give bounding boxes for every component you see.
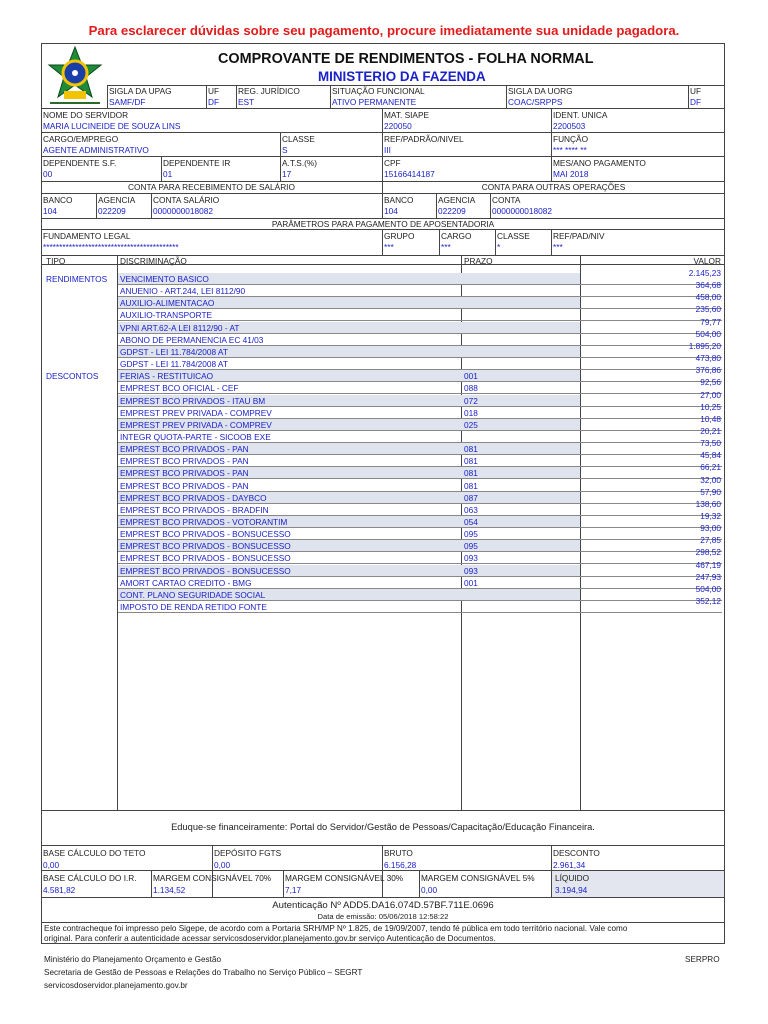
type-rendimentos: RENDIMENTOS [46, 274, 108, 284]
row-prazo: 001 [464, 578, 478, 588]
banco2-label: BANCO [384, 195, 414, 205]
row-discriminacao: ANUENIO - ART.244, LEI 8112/90 [120, 286, 246, 296]
margem30-value: 7,17 [285, 885, 302, 895]
funcao-label: FUNÇÃO [553, 134, 589, 144]
agencia1-label: AGENCIA [98, 195, 136, 205]
liquido-label: LÍQUIDO [555, 873, 590, 883]
footer-serpro: SERPRO [685, 955, 720, 964]
classe-value: S [282, 145, 288, 155]
row-prazo: 095 [464, 541, 478, 551]
conta-salario-value: 0000000018082 [153, 206, 213, 216]
row-discriminacao: VENCIMENTO BASICO [120, 274, 209, 284]
dep-sf-label: DEPENDENTE S.F. [43, 158, 117, 168]
row-prazo: 063 [464, 505, 478, 515]
notice-banner: Para esclarecer dúvidas sobre seu pagamento, procure imediatamente sua unidade pagadora. [88, 23, 680, 38]
row-valor: 1.895,20 [688, 341, 721, 351]
row-discriminacao: GDPST - LEI 11.784/2008 AT [120, 347, 228, 357]
agencia2-label: AGENCIA [438, 195, 476, 205]
cargo-ap-value: *** [441, 242, 451, 252]
row-prazo: 072 [464, 396, 478, 406]
cpf-label: CPF [384, 158, 401, 168]
type-descontos: DESCONTOS [46, 371, 99, 381]
row-discriminacao: EMPREST BCO PRIVADOS - PAN [120, 468, 249, 478]
bruto-value: 6.156,28 [384, 860, 417, 870]
row-discriminacao: EMPREST BCO OFICIAL - CEF [120, 383, 239, 393]
nome-label: NOME DO SERVIDOR [43, 110, 129, 120]
row-discriminacao: EMPREST BCO PRIVADOS - BONSUCESSO [120, 541, 291, 551]
col-tipo-header: TIPO [46, 256, 66, 266]
base-ir-label: BASE CÁLCULO DO I.R. [43, 873, 137, 883]
classe-ap-value: * [497, 242, 501, 252]
dep-ir-label: DEPENDENTE IR [163, 158, 231, 168]
banco1-label: BANCO [43, 195, 73, 205]
coat-of-arms-icon [44, 45, 106, 107]
row-valor: 247,93 [695, 572, 721, 582]
authentication-code: Autenticação Nº ADD5.DA16.074D.57BF.711E.0696 [272, 900, 494, 911]
uf2-label: UF [690, 86, 702, 96]
footer-url: servicosdoservidor.planejamento.gov.br [44, 981, 188, 990]
sigla-uorg-label: SIGLA DA UORG [508, 86, 573, 96]
row-valor: 45,84 [700, 450, 721, 460]
row-valor: 10,48 [700, 414, 721, 424]
row-valor: 2.145,23 [688, 268, 721, 278]
conta-salario-label: CONTA SALÁRIO [153, 195, 220, 205]
ref-value: III [384, 145, 391, 155]
disclaimer-line1: Este contracheque foi impresso pelo Sigepe, de acordo com a Portaria SRH/MP Nº 1.825, de 19/09/2007, tendo fé pública em todo território nacional. Vale como [44, 924, 628, 933]
row-valor: 57,90 [700, 487, 721, 497]
classe-label: CLASSE [282, 134, 315, 144]
row-valor: 10,25 [700, 402, 721, 412]
row-prazo: 088 [464, 383, 478, 393]
row-prazo: 081 [464, 468, 478, 478]
cargo-ap-label: CARGO [441, 231, 472, 241]
reg-juridico-value: EST [238, 97, 255, 107]
row-discriminacao: EMPREST BCO PRIVADOS - BONSUCESSO [120, 529, 291, 539]
ident-label: IDENT. UNICA [553, 110, 608, 120]
margem5-value: 0,00 [421, 885, 438, 895]
fundamento-value: ****************************************** [43, 242, 179, 252]
siape-value: 220050 [384, 121, 412, 131]
row-discriminacao: EMPREST BCO PRIVADOS - DAYBCO [120, 493, 267, 503]
agencia2-value: 022209 [438, 206, 466, 216]
banco1-value: 104 [43, 206, 57, 216]
row-discriminacao: EMPREST BCO PRIVADOS - BONSUCESSO [120, 553, 291, 563]
row-discriminacao: INTEGR QUOTA-PARTE - SICOOB EXE [120, 432, 271, 442]
nome-value: MARIA LUCINEIDE DE SOUZA LINS [43, 121, 181, 131]
sigla-uorg-value: COAC/SRPPS [508, 97, 563, 107]
row-discriminacao: ABONO DE PERMANENCIA EC 41/03 [120, 335, 264, 345]
row-prazo: 001 [464, 371, 478, 381]
ministry-name: MINISTERIO DA FAZENDA [318, 69, 486, 84]
row-discriminacao: GDPST - LEI 11.784/2008 AT [120, 359, 228, 369]
row-valor: 19,32 [700, 511, 721, 521]
base-teto-label: BASE CÁLCULO DO TETO [43, 848, 146, 858]
footer-ministry: Ministério do Planejamento Orçamento e Gestão [44, 955, 222, 964]
grupo-label: GRUPO [384, 231, 415, 241]
desconto-label: DESCONTO [553, 848, 600, 858]
liquido-value: 3.194,94 [555, 885, 588, 895]
cargo-label: CARGO/EMPREGO [43, 134, 119, 144]
row-valor: 467,19 [695, 560, 721, 570]
refpad-value: *** [553, 242, 563, 252]
row-discriminacao: EMPREST BCO PRIVADOS - PAN [120, 456, 249, 466]
row-discriminacao: EMPREST BCO PRIVADOS - VOTORANTIM [120, 517, 288, 527]
row-prazo: 054 [464, 517, 478, 527]
conta-outras-label: CONTA [492, 195, 521, 205]
row-valor: 298,52 [695, 547, 721, 557]
row-prazo: 081 [464, 444, 478, 454]
uf1-value: DF [208, 97, 220, 107]
cargo-value: AGENTE ADMINISTRATIVO [43, 145, 149, 155]
row-prazo: 081 [464, 481, 478, 491]
dep-ir-value: 01 [163, 169, 173, 179]
ats-value: 17 [282, 169, 292, 179]
sigla-upag-value: SAMF/DF [109, 97, 146, 107]
uf1-label: UF [208, 86, 220, 96]
fgts-label: DEPÓSITO FGTS [214, 848, 282, 858]
disclaimer-line2: original. Para conferir a autenticidade acessar servicosdoservidor.planejamento.gov.br serviço Autenticação de Documentos. [44, 934, 496, 943]
uf2-value: DF [690, 97, 702, 107]
situacao-label: SITUAÇÃO FUNCIONAL [332, 86, 425, 96]
col-valor-header: VALOR [693, 256, 721, 266]
row-valor: 504,00 [695, 584, 721, 594]
grupo-value: *** [384, 242, 394, 252]
dep-sf-value: 00 [43, 169, 53, 179]
row-valor: 376,86 [695, 365, 721, 375]
margem70-value: 1.134,52 [153, 885, 186, 895]
base-teto-value: 0,00 [43, 860, 60, 870]
row-discriminacao: EMPREST PREV PRIVADA - COMPREV [120, 408, 272, 418]
row-discriminacao: VPNI ART.62-A LEI 8112/90 - AT [120, 323, 240, 333]
row-prazo: 095 [464, 529, 478, 539]
row-valor: 235,60 [695, 304, 721, 314]
situacao-value: ATIVO PERMANENTE [332, 97, 417, 107]
row-valor: 504,00 [695, 329, 721, 339]
ident-value: 2200503 [553, 121, 586, 131]
mes-ano-label: MES/ANO PAGAMENTO [553, 158, 646, 168]
col-disc-header: DISCRIMINAÇÃO [120, 256, 187, 266]
row-valor: 138,60 [695, 499, 721, 509]
row-discriminacao: IMPOSTO DE RENDA RETIDO FONTE [120, 602, 267, 612]
row-valor: 20,21 [700, 426, 721, 436]
conta-salario-heading: CONTA PARA RECEBIMENTO DE SALÁRIO [128, 182, 295, 192]
row-discriminacao: CONT. PLANO SEGURIDADE SOCIAL [120, 590, 266, 600]
row-prazo: 087 [464, 493, 478, 503]
emission-date: Data de emissão: 05/06/2018 12:58:22 [317, 912, 449, 921]
row-discriminacao: FERIAS - RESTITUICAO [120, 371, 214, 381]
margem5-label: MARGEM CONSIGNÁVEL 5% [421, 873, 535, 883]
row-discriminacao: EMPREST BCO PRIVADOS - BONSUCESSO [120, 566, 291, 576]
row-discriminacao: EMPREST BCO PRIVADOS - PAN [120, 444, 249, 454]
aposentadoria-heading: PARÂMETROS PARA PAGAMENTO DE APOSENTADORIA [271, 219, 495, 229]
row-valor: 352,12 [695, 596, 721, 606]
margem30-label: MARGEM CONSIGNÁVEL 30% [285, 873, 404, 883]
row-prazo: 025 [464, 420, 478, 430]
row-valor: 93,00 [700, 523, 721, 533]
ref-label: REF/PADRÃO/NIVEL [384, 134, 464, 144]
fundamento-label: FUNDAMENTO LEGAL [43, 231, 131, 241]
conta-outras-heading: CONTA PARA OUTRAS OPERAÇÕES [481, 182, 626, 192]
row-prazo: 018 [464, 408, 478, 418]
row-discriminacao: AUXILIO-ALIMENTACAO [120, 298, 215, 308]
row-discriminacao: EMPREST PREV PRIVADA - COMPREV [120, 420, 272, 430]
educacao-note: Eduque-se financeiramente: Portal do Servidor/Gestão de Pessoas/Capacitação/Educação Financeira. [171, 822, 595, 832]
doc-title: COMPROVANTE DE RENDIMENTOS - FOLHA NORMAL [218, 51, 594, 67]
row-valor: 473,80 [695, 353, 721, 363]
margem70-label: MARGEM CONSIGNÁVEL 70% [153, 873, 272, 883]
row-valor: 73,50 [700, 438, 721, 448]
row-prazo: 081 [464, 456, 478, 466]
reg-juridico-label: REG. JURÍDICO [238, 86, 300, 96]
funcao-value: *** **** ** [553, 145, 587, 155]
row-valor: 92,56 [700, 377, 721, 387]
row-valor: 32,00 [700, 475, 721, 485]
ats-label: A.T.S.(%) [282, 158, 318, 168]
row-valor: 66,21 [700, 462, 721, 472]
refpad-label: REF/PAD/NIV [553, 231, 605, 241]
banco2-value: 104 [384, 206, 398, 216]
cpf-value: 15166414187 [384, 169, 435, 179]
row-valor: 79,77 [700, 317, 721, 327]
siape-label: MAT. SIAPE [384, 110, 430, 120]
row-discriminacao: EMPREST BCO PRIVADOS - ITAU BM [120, 396, 266, 406]
row-prazo: 093 [464, 553, 478, 563]
fgts-value: 0,00 [214, 860, 231, 870]
mes-ano-value: MAI 2018 [553, 169, 589, 179]
classe-ap-label: CLASSE [497, 231, 530, 241]
row-valor: 27,85 [700, 535, 721, 545]
conta-outras-value: 0000000018082 [492, 206, 552, 216]
base-ir-value: 4.581,82 [43, 885, 76, 895]
desconto-value: 2.961,34 [553, 860, 586, 870]
row-valor: 27,00 [700, 390, 721, 400]
row-valor: 458,00 [695, 292, 721, 302]
bruto-label: BRUTO [384, 848, 413, 858]
row-discriminacao: AMORT CARTAO CREDITO - BMG [120, 578, 252, 588]
row-discriminacao: EMPREST BCO PRIVADOS - PAN [120, 481, 249, 491]
agencia1-value: 022209 [98, 206, 126, 216]
row-valor: 364,68 [695, 280, 721, 290]
sigla-upag-label: SIGLA DA UPAG [109, 86, 172, 96]
row-prazo: 093 [464, 566, 478, 576]
col-prazo-header: PRAZO [464, 256, 493, 266]
row-discriminacao: EMPREST BCO PRIVADOS - BRADFIN [120, 505, 269, 515]
row-discriminacao: AUXILIO-TRANSPORTE [120, 310, 213, 320]
footer-secretaria: Secretaria de Gestão de Pessoas e Relações do Trabalho no Serviço Público – SEGRT [44, 968, 363, 977]
